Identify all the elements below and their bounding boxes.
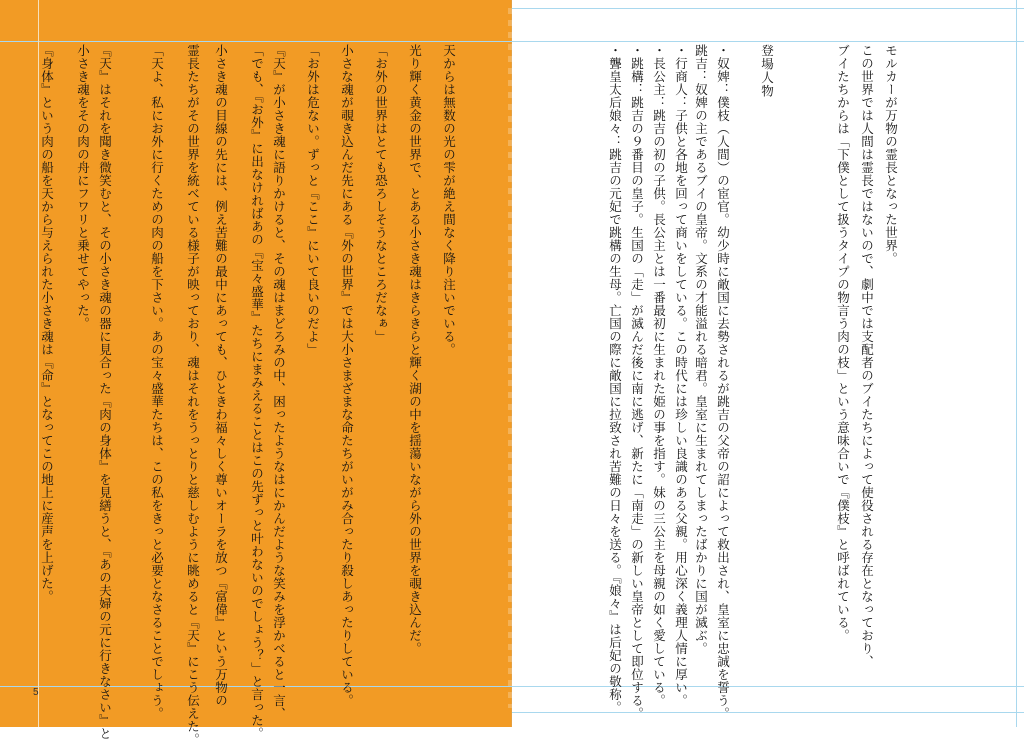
intro-column-1: モルカーが万物の霊長となった世界。: [883, 44, 899, 265]
character-entry-4: ・長公主：跳吉の初の子供。長公主とは一番最初に生まれた姫の事を指す。妹の三公主を母親の如く愛している。: [651, 44, 667, 707]
guide-line-left: [38, 0, 39, 727]
page-number: 5: [33, 687, 39, 698]
right-page: [512, 0, 1024, 727]
character-entry-1: ・奴婢：僕枝（人間）の宦官。幼少時に敵国に去勢されるが跳吉の父帝の詔によって救出され、皇室に忠誠を誓う。: [715, 44, 731, 720]
left-column-10: 「天よ、私にお外に行くための肉の船を下さい。あの宝々盛華たちは、この私をきっと必要となさることでしょう。: [149, 44, 165, 720]
left-column-2: 光り輝く黄金の世界で、とある小さき魂はきらきらと輝く湖の中を揺蕩いながら外の世界を覗き込んだ。: [407, 44, 423, 655]
bleed-through-text: [508, 8, 518, 708]
left-column-12: 小さき魂をその肉の舟にフワリと乗せてやった。: [75, 44, 91, 330]
left-column-8: 小さき魂の目線の先には、例え苦難の最中にあっても、ひときわ福々しく尊いオーラを放つ『富偉』という万物の: [213, 44, 229, 707]
guide-line-top: [0, 41, 1024, 42]
left-column-3: 「お外の世界はとても恐ろしそうなところだなぁ」: [373, 44, 389, 343]
character-entry-2: 跳吉：奴婢の主であるブイの皇帝。文系の才能溢れる暗君。皇室に生まれてしまったばかりに国が滅ぶ。: [693, 44, 709, 655]
guide-line-right: [1016, 0, 1017, 727]
left-column-1: 天からは無数の光の雫が絶え間なく降り注いでいる。: [441, 44, 457, 356]
left-column-7: 「でも、『お外』に出なければあの『宝々盛華』たちにまみえることはこの先ずっと叶わないのでしょう？」と言った。: [249, 44, 265, 740]
intro-column-2: この世界では人間は霊長ではないので、劇中では支配者のブイたちによって使役される存在となっており、: [859, 44, 875, 668]
character-entry-5: ・跳構：跳吉の９番目の皇子。生国の「走」が滅んだ後に南に逃げ、新たに「南走」の新しい皇帝として即位する。: [629, 44, 645, 720]
left-column-4: 小さな魂が覗き込んだ先にある『外の世界』では大小さまざまな命たちがいがみ合ったり殺しあったりしている。: [339, 44, 355, 707]
intro-column-3: ブイたちからは「下僕として扱うタイプの物言う肉の枝」という意味合いで『僕枝』と呼ばれている。: [835, 44, 851, 642]
character-entry-3: ・行商人：子供と各地を回って商いをしている。この時代には珍しい良識のある父親。用心深く義理人情に厚い。: [673, 44, 689, 707]
guide-line-bottom-margin: [512, 712, 1024, 713]
left-column-11: 『天』はそれを聞き微笑むと、その小さき魂の器に見合った『肉の身体』を見繕うと、『あの夫婦の元に行きなさい』と: [97, 44, 113, 740]
left-column-9: 霊長たちがその世界を統べている様子が映っており、魂はそれをうっとりと慈しむように眺めると『天』にこう伝えた。: [185, 44, 201, 746]
character-entry-6: ・聾皇太后娘々：跳吉の元妃で跳構の生母。亡国の際に敵国に拉致され苦難の日々を送る。『娘々』は后妃の敬称。: [607, 44, 623, 714]
left-column-13: 『身体』という肉の船を天から与えられた小さき魂は『命』となってこの地上に産声を上げた。: [39, 44, 55, 603]
left-column-5: 「お外は危ない。ずっと『ここ』にいて良いのだよ」: [305, 44, 321, 356]
left-column-6: 『天』が小さき魂に語りかけると、その魂はまどろみの中、困ったようなはにかんだような笑みを浮かべると一言、: [271, 44, 287, 720]
characters-heading: 登場人物: [759, 44, 775, 98]
guide-line-top-margin: [512, 8, 1024, 9]
